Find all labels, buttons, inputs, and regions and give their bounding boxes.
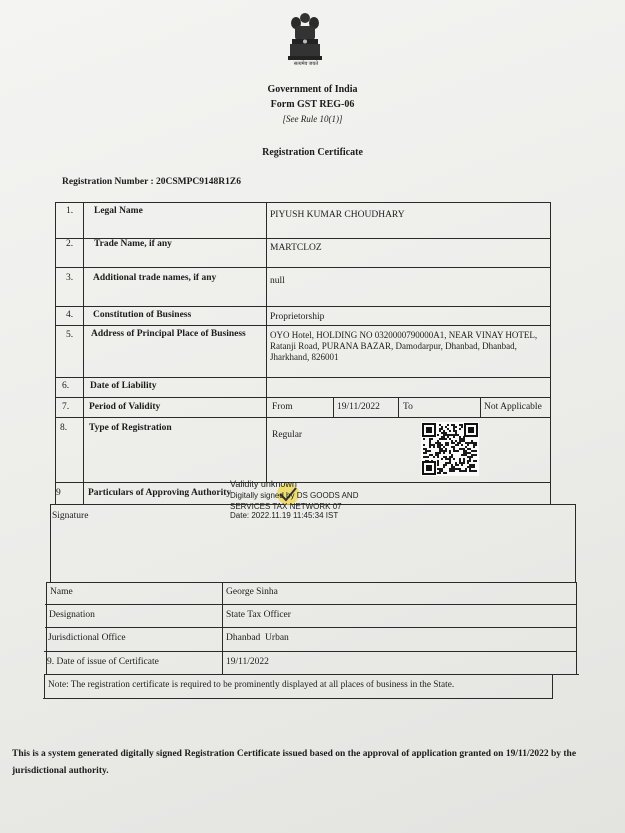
emblem-caption: सत्यमेव जयते <box>293 62 319 67</box>
issue-date-label: 9. Date of issue of Certificate <box>47 657 159 667</box>
date-of-liability-label: Date of Liability <box>90 381 157 391</box>
row-number: 1. <box>66 206 74 216</box>
signature-organisation: SERVICES TAX NETWORK 07 <box>230 502 342 511</box>
row-number: 3. <box>66 273 74 283</box>
signature-signed-by: Digitally signed by DS GOODS AND <box>230 491 359 500</box>
system-generated-footer: This is a system generated digitally signed Registration Certificate issued based on the approval of application granted on 19/11/2022 by the jurisdictional authority. <box>12 749 577 776</box>
constitution-label: Constitution of Business <box>93 310 192 320</box>
display-note: Note: The registration certificate is required to be prominently displayed at all places of business in the State. <box>48 680 455 690</box>
government-heading: Government of India <box>267 84 358 95</box>
signature-date: Date: 2022.11.19 11:45:34 IST <box>230 511 339 520</box>
jurisdictional-office-label: Jurisdictional Office <box>48 633 126 643</box>
row-number: 8. <box>60 423 68 433</box>
certificate-title: Registration Certificate <box>262 147 363 158</box>
registration-number: Registration Number : 20CSMPC9148R1Z6 <box>62 177 241 187</box>
signature-status: Validity unknown <box>230 479 297 489</box>
trade-name-label: Trade Name, if any <box>94 239 172 249</box>
address-label: Address of Principal Place of Business <box>91 329 246 339</box>
approving-authority-label: Particulars of Approving Authority <box>88 488 232 498</box>
jurisdictional-office-value: Dhanbad Urban <box>226 633 289 643</box>
row-number: 2. <box>66 239 74 249</box>
officer-name-label: Name <box>50 587 73 597</box>
qr-code-icon <box>421 422 479 476</box>
additional-trade-names-label: Additional trade names, if any <box>93 273 217 283</box>
designation-value: State Tax Officer <box>226 610 291 620</box>
row-number: 9 <box>56 488 61 498</box>
registration-type-label: Type of Registration <box>89 423 172 433</box>
signature-label: Signature <box>52 511 89 521</box>
additional-trade-names-value: null <box>270 276 285 286</box>
rule-reference: [See Rule 10(1)] <box>282 114 343 124</box>
row-number: 6. <box>62 381 70 391</box>
registration-type-value: Regular <box>272 430 303 440</box>
period-of-validity-label: Period of Validity <box>89 402 161 412</box>
validity-to-label: To <box>403 402 413 412</box>
form-heading: Form GST REG-06 <box>270 99 355 110</box>
row-number: 7. <box>62 402 70 412</box>
row-number: 5. <box>66 330 74 340</box>
trade-name-value: MARTCLOZ <box>270 243 322 253</box>
validity-to-value: Not Applicable <box>484 402 542 412</box>
legal-name-value: PIYUSH KUMAR CHOUDHARY <box>270 210 405 220</box>
designation-label: Designation <box>49 610 95 620</box>
validity-from-date: 19/11/2022 <box>337 402 380 412</box>
issue-date-value: 19/11/2022 <box>226 657 269 667</box>
state-emblem-icon <box>283 10 327 62</box>
row-number: 4. <box>66 310 74 320</box>
constitution-value: Proprietorship <box>270 312 325 322</box>
address-value: OYO Hotel, HOLDING NO 0320000790000A1, NEAR VINAY HOTEL, Ratanji Road, PURANA BAZAR, Damodarpur, Dhanbad, Dhanbad, Jharkhand, 826001 <box>270 330 538 362</box>
validity-from-label: From <box>272 402 293 412</box>
legal-name-label: Legal Name <box>94 206 143 216</box>
officer-name-value: George Sinha <box>226 587 278 597</box>
